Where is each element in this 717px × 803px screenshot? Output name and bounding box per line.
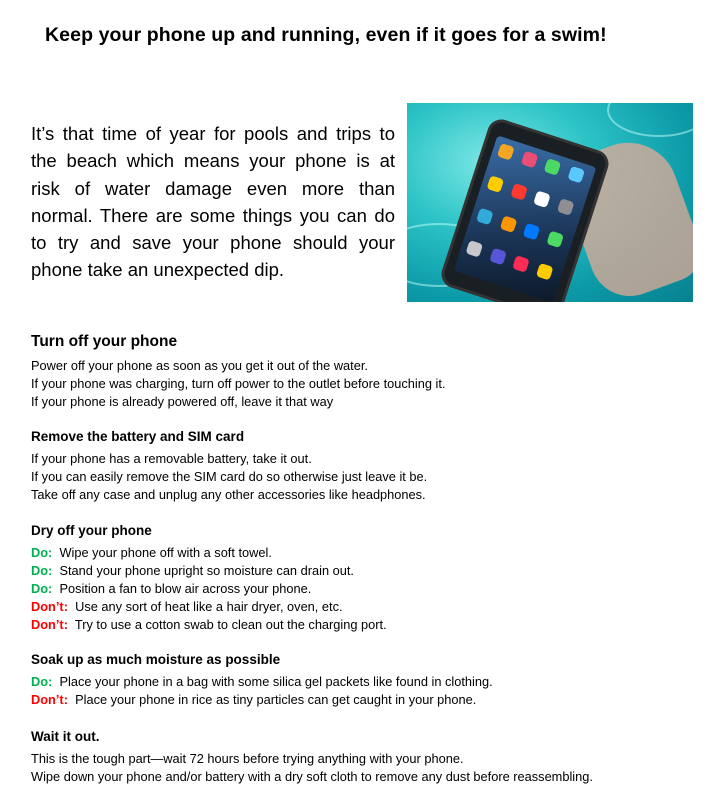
section-heading: Wait it out. — [31, 729, 100, 744]
section-line: Power off your phone as soon as you get it out of the water. — [31, 358, 368, 373]
section-heading: Turn off your phone — [31, 333, 178, 350]
page-title: Keep your phone up and running, even if it goes for a swim! — [45, 24, 607, 46]
app-icon — [523, 223, 541, 241]
section-line: Wipe down your phone and/or battery with a dry soft cloth to remove any dust before reassembling. — [31, 769, 593, 784]
app-icon — [567, 166, 585, 184]
phone-in-water-photo — [407, 103, 693, 302]
app-icon — [476, 208, 494, 226]
tip-text: Wipe your phone off with a soft towel. — [59, 545, 272, 560]
app-icon — [533, 190, 551, 208]
tip-text: Stand your phone upright so moisture can drain out. — [59, 563, 354, 578]
section-dry-off — [31, 523, 387, 634]
section-line: If you can easily remove the SIM card do so otherwise just leave it be. — [31, 469, 428, 484]
do-label: Do: — [31, 674, 53, 689]
section-remove-battery — [31, 429, 427, 504]
section-turn-off — [31, 333, 446, 411]
tip-text: Place your phone in a bag with some silica gel packets like found in clothing. — [59, 674, 493, 689]
dont-label: Don’t: — [31, 692, 68, 707]
app-icon — [556, 198, 574, 216]
section-heading: Soak up as much moisture as possible — [31, 652, 281, 667]
do-label: Do: — [31, 563, 53, 578]
intro-paragraph: It’s that time of year for pools and trips to the beach which means your phone is at risk of water damage even more than normal. There are some things you can do to try and save your phone should your phone take an unexpected dip. — [31, 123, 395, 281]
dont-label: Don’t: — [31, 599, 68, 614]
tip-text: Position a fan to blow air across your phone. — [59, 581, 312, 596]
tip-text: Place your phone in rice as tiny particles can get caught in your phone. — [75, 692, 477, 707]
do-label: Do: — [31, 581, 53, 596]
do-label: Do: — [31, 545, 53, 560]
section-soak-up — [31, 652, 493, 709]
app-icon — [489, 248, 507, 266]
tip-text: Use any sort of heat like a hair dryer, oven, etc. — [75, 599, 343, 614]
app-icon — [487, 175, 505, 193]
app-icon — [546, 230, 564, 248]
phone-shape — [438, 116, 612, 302]
tip-text: Try to use a cotton swab to clean out the charging port. — [74, 617, 387, 632]
section-wait — [31, 729, 593, 786]
app-icon — [535, 263, 553, 281]
section-line: If your phone was charging, turn off power to the outlet before touching it. — [31, 376, 446, 391]
app-icon — [510, 183, 528, 201]
section-line: If your phone is already powered off, leave it that way — [31, 394, 334, 409]
app-icon — [497, 143, 515, 161]
section-line: If your phone has a removable battery, take it out. — [31, 451, 312, 466]
app-icon — [499, 215, 517, 233]
app-icon — [465, 240, 483, 258]
section-heading: Dry off your phone — [31, 523, 152, 538]
section-line: This is the tough part—wait 72 hours before trying anything with your phone. — [31, 751, 464, 766]
section-heading: Remove the battery and SIM card — [31, 429, 245, 444]
dont-label: Don’t: — [31, 617, 68, 632]
app-icon — [512, 255, 530, 273]
app-icon — [520, 151, 538, 169]
section-line: Take off any case and unplug any other accessories like headphones. — [31, 487, 426, 502]
app-icon — [544, 158, 562, 176]
